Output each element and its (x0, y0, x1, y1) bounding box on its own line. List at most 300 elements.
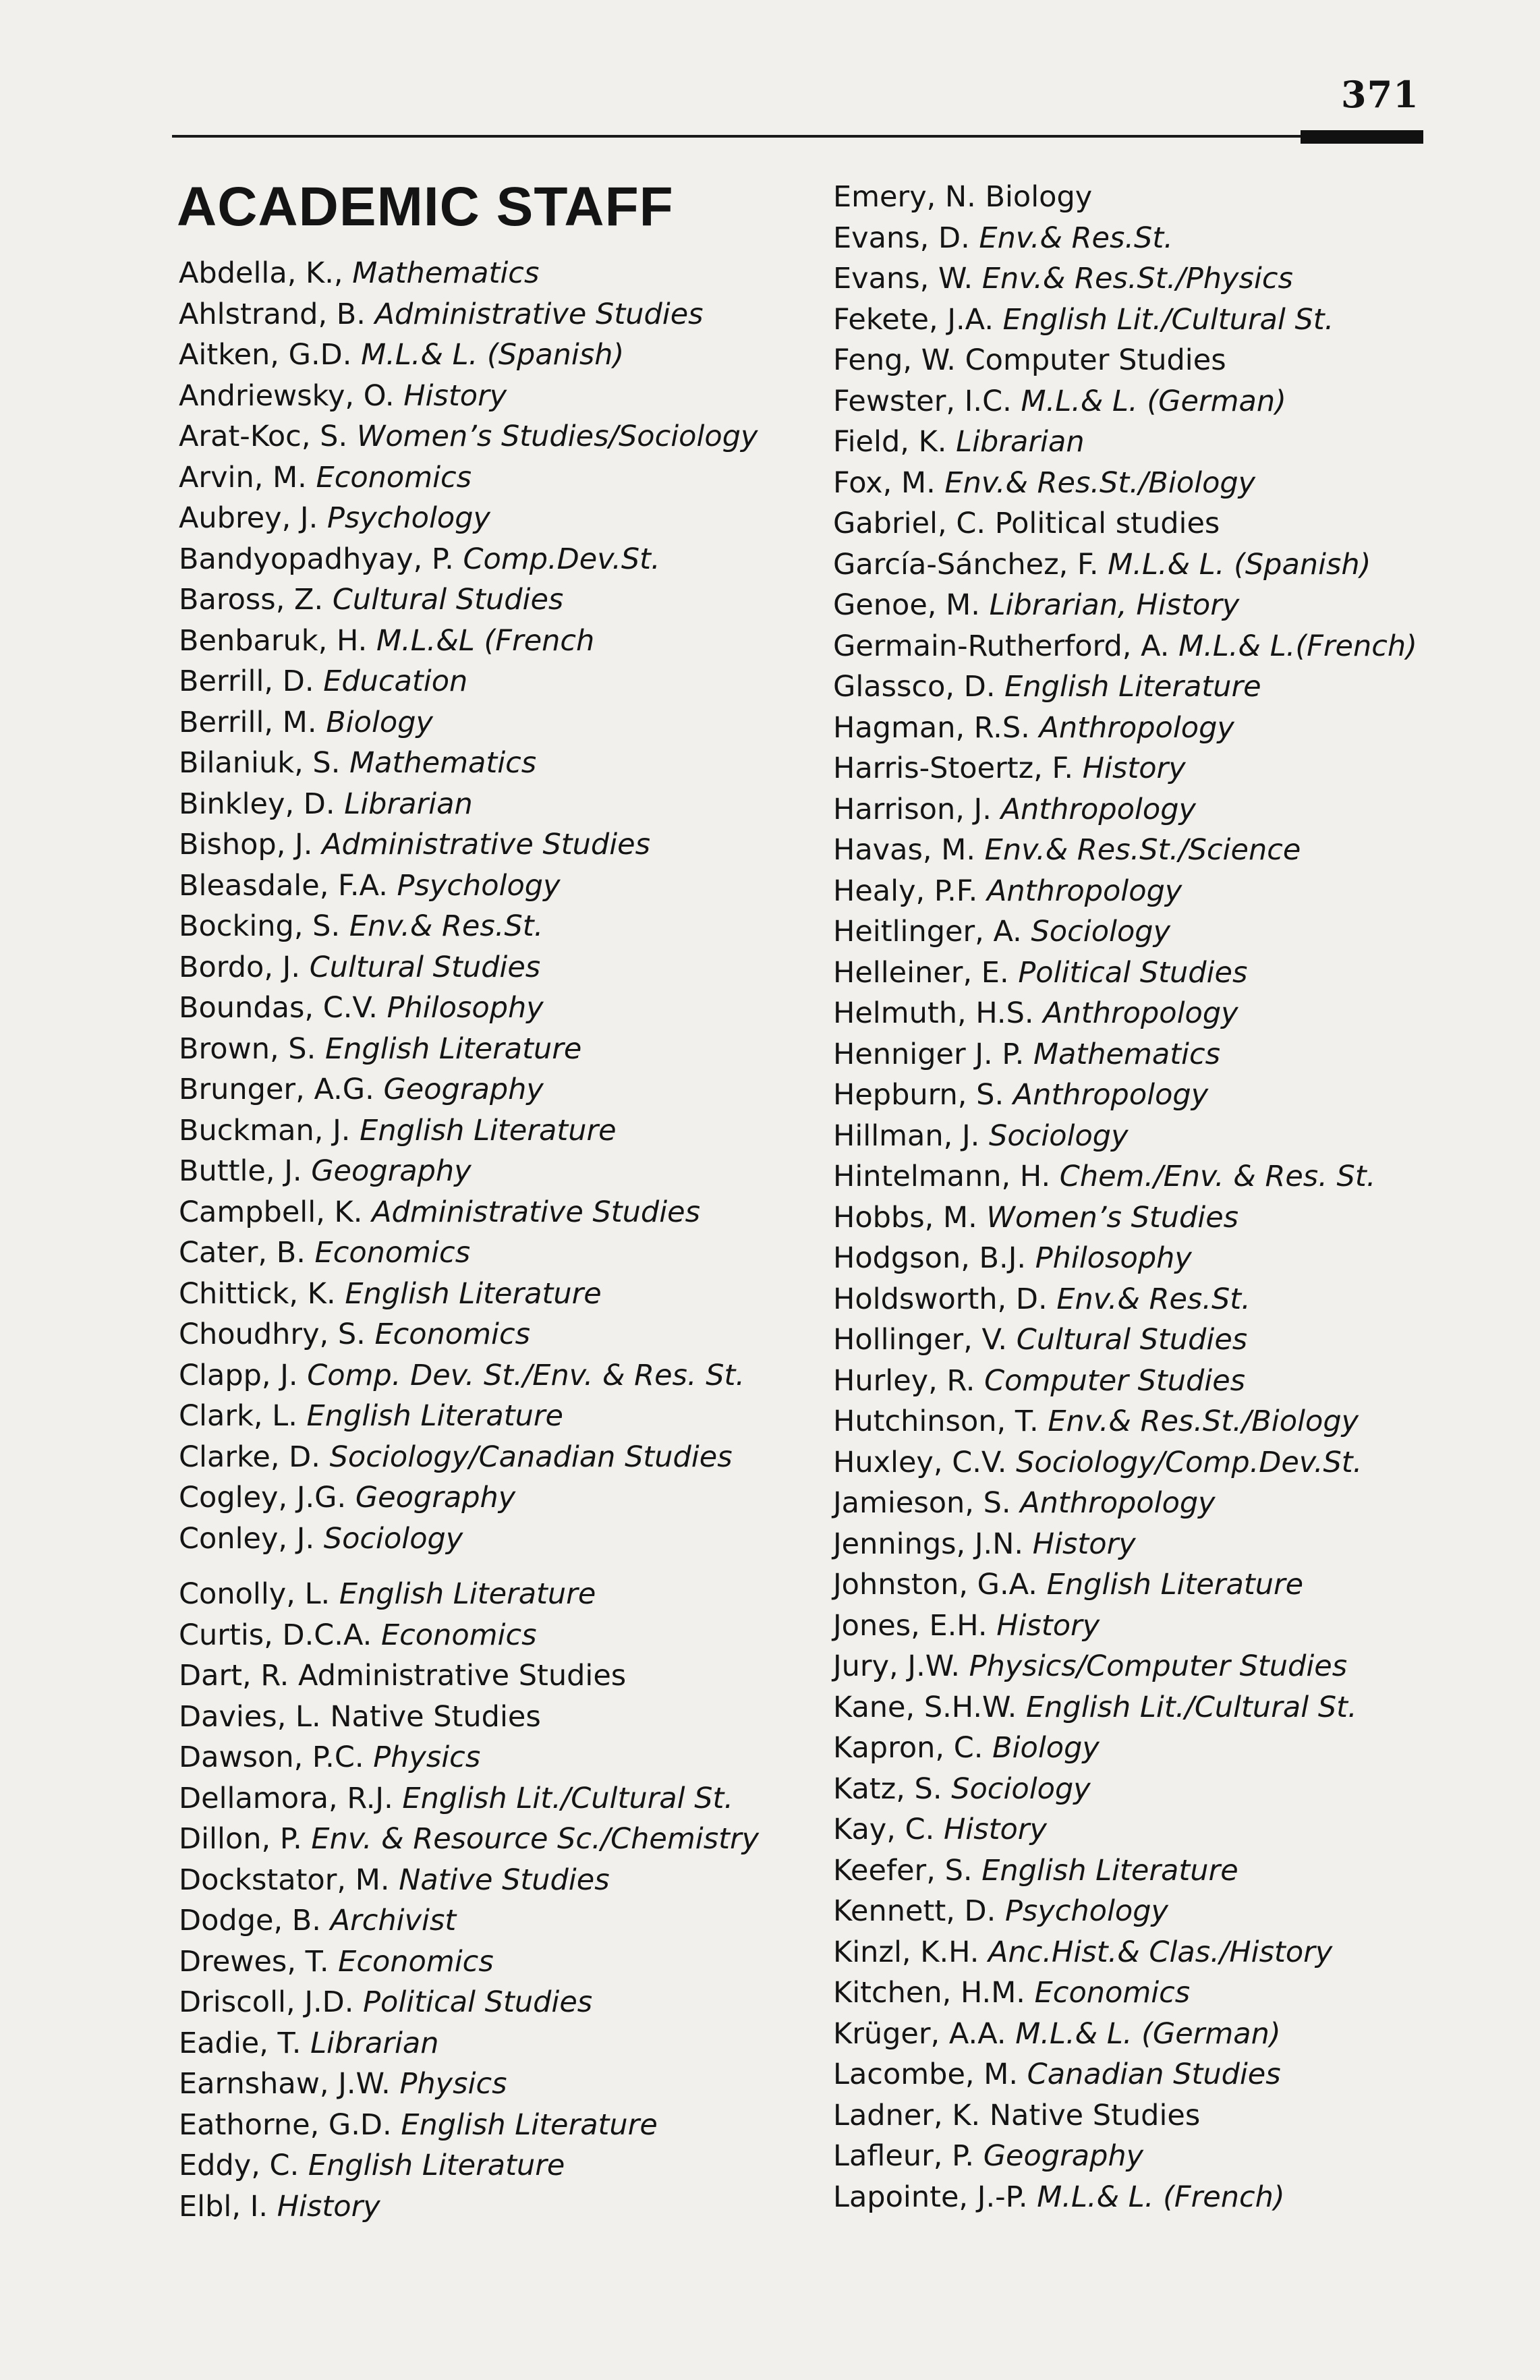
staff-department: Economics (314, 1236, 471, 1270)
staff-name: Kitchen, H.M. (833, 1976, 1025, 2010)
staff-entry (833, 1320, 1417, 1361)
staff-department: Political studies (994, 507, 1220, 540)
staff-name: Heitlinger, A. (833, 915, 1022, 948)
staff-name: Hepburn, S. (833, 1078, 1004, 1112)
staff-entry (179, 2064, 759, 2105)
staff-department: Computer Studies (965, 343, 1226, 377)
staff-entry (833, 953, 1417, 994)
staff-entry (833, 1809, 1417, 1850)
staff-name: Krüger, A.A. (833, 2016, 1006, 2051)
staff-department: Administrative Studies (372, 1195, 700, 1229)
staff-name: Katz, S. (833, 1772, 942, 1806)
staff-entry (833, 1442, 1417, 1483)
staff-department: History (1082, 752, 1186, 785)
staff-department: Env.& Res.St. (349, 909, 544, 943)
staff-name: Chittick, K. (179, 1276, 336, 1311)
staff-department: English Literature (401, 2107, 658, 2142)
staff-list-left-column (179, 253, 759, 2227)
staff-entry (179, 376, 759, 417)
staff-name: Boundas, C.V. (179, 991, 378, 1025)
staff-name: Harrison, J. (833, 792, 992, 826)
staff-department: Biology (992, 1731, 1100, 1765)
staff-entry (179, 1737, 759, 1778)
staff-name: Havas, M. (833, 833, 975, 867)
staff-department: Env.& Res.St./Biology (1048, 1405, 1359, 1438)
staff-entry (833, 544, 1417, 586)
staff-department: Physics (373, 1740, 481, 1774)
staff-entry (833, 1401, 1417, 1442)
staff-entry (833, 1564, 1417, 1606)
staff-department: Psychology (326, 501, 490, 535)
staff-name: Helleiner, E. (833, 955, 1009, 990)
staff-name: Aitken, G.D. (179, 338, 352, 372)
staff-department: Librarian (310, 2026, 439, 2060)
staff-entry (833, 1687, 1417, 1728)
staff-department: Geography (311, 1154, 472, 1188)
staff-name: Evans, D. (833, 221, 970, 255)
staff-name: Earnshaw, J.W. (179, 2067, 391, 2101)
staff-entry (179, 1519, 759, 1560)
staff-department: English Literature (345, 1276, 602, 1311)
staff-department: Cultural Studies (309, 950, 541, 984)
staff-entry (833, 1197, 1417, 1239)
staff-name: Kane, S.H.W. (833, 1690, 1017, 1724)
staff-name: Jones, E.H. (833, 1608, 988, 1643)
staff-department: Env.& Res.St. (1056, 1282, 1251, 1316)
staff-department: Biology (326, 705, 433, 739)
staff-entry (179, 621, 759, 662)
staff-name: Cogley, J.G. (179, 1481, 347, 1514)
staff-department: Economics (1034, 1976, 1191, 2010)
staff-entry (833, 381, 1417, 422)
staff-name: Conley, J. (179, 1521, 315, 1556)
staff-department: Geography (355, 1481, 516, 1514)
staff-name: Bilaniuk, S. (179, 746, 341, 780)
staff-entry (179, 2186, 759, 2228)
staff-department: Cultural Studies (1016, 1323, 1248, 1357)
staff-entry (833, 340, 1417, 381)
staff-entry (179, 1151, 759, 1192)
staff-name: Glassco, D. (833, 670, 996, 704)
staff-name: Hagman, R.S. (833, 710, 1030, 745)
staff-name: Clarke, D. (179, 1440, 320, 1474)
staff-name: Genoe, M. (833, 588, 980, 622)
staff-department: Anthropology (1043, 996, 1238, 1030)
staff-entry (179, 1655, 759, 1697)
staff-department: Biology (985, 180, 1093, 214)
staff-name: Baross, Z. (179, 583, 324, 617)
staff-department: Economics (374, 1318, 531, 1351)
staff-department: History (996, 1608, 1100, 1643)
staff-entry (833, 626, 1417, 667)
staff-entry (179, 1615, 759, 1656)
staff-entry (833, 708, 1417, 749)
staff-department: M.L.&L (French (376, 623, 595, 658)
staff-name: Arat-Koc, S. (179, 420, 348, 453)
staff-name: Healy, P.F. (833, 874, 978, 908)
staff-entry (833, 258, 1417, 300)
staff-entry (179, 743, 759, 784)
staff-department: Librarian (956, 425, 1085, 459)
staff-department: English Literature (1004, 670, 1261, 704)
staff-department: History (1032, 1527, 1136, 1561)
staff-department: Comp. Dev. St./Env. & Res. St. (307, 1358, 745, 1392)
staff-department: M.L.& L. (Spanish) (361, 338, 625, 372)
staff-entry (833, 1238, 1417, 1279)
staff-name: Bocking, S. (179, 909, 341, 943)
staff-entry (833, 1891, 1417, 1932)
staff-name: Conolly, L. (179, 1577, 331, 1611)
staff-entry (833, 748, 1417, 789)
staff-name: Hodgson, B.J. (833, 1241, 1027, 1275)
staff-department: Sociology (1031, 915, 1171, 948)
staff-entry (833, 2054, 1417, 2095)
staff-department: English Literature (324, 1031, 582, 1066)
staff-name: Buckman, J. (179, 1113, 351, 1148)
staff-department: Chem./Env. & Res. St. (1059, 1160, 1376, 1193)
staff-department: Env. & Resource Sc./Chemistry (311, 1822, 760, 1856)
staff-name: Eadie, T. (179, 2026, 302, 2060)
staff-name: Dart, R. (179, 1659, 289, 1693)
staff-name: Helmuth, H.S. (833, 996, 1034, 1030)
staff-name: Eddy, C. (179, 2149, 300, 2182)
staff-name: Arvin, M. (179, 460, 307, 494)
staff-name: Feng, W. (833, 343, 956, 377)
staff-name: Emery, N. (833, 180, 976, 214)
staff-name: Lafleur, P. (833, 2139, 975, 2173)
staff-department: Env.& Res.St./Physics (981, 262, 1293, 295)
header-rule (172, 135, 1423, 138)
staff-name: Campbell, K. (179, 1195, 363, 1229)
staff-entry (179, 1574, 759, 1615)
staff-name: Ladner, K. (833, 2098, 981, 2132)
staff-name: Elbl, I. (179, 2189, 268, 2223)
staff-name: Ahlstrand, B. (179, 297, 366, 331)
staff-department: Administrative Studies (298, 1659, 627, 1693)
staff-department: Anthropology (986, 874, 1182, 908)
staff-entry (833, 1524, 1417, 1565)
staff-department: Env.& Res.St./Science (984, 833, 1301, 867)
staff-entry (179, 1110, 759, 1152)
staff-department: Native Studies (330, 1699, 541, 1734)
staff-entry (833, 463, 1417, 504)
staff-name: Hillman, J. (833, 1118, 980, 1153)
staff-entry (179, 539, 759, 580)
staff-entry (833, 300, 1417, 341)
staff-name: Curtis, D.C.A. (179, 1618, 372, 1652)
staff-name: Choudhry, S. (179, 1318, 366, 1351)
staff-department: Env.& Res.St. (979, 221, 1173, 255)
staff-entry (833, 1116, 1417, 1157)
staff-department: Political Studies (363, 1985, 593, 2019)
staff-name: Driscoll, J.D. (179, 1985, 354, 2019)
staff-department: Economics (380, 1618, 537, 1652)
staff-entry (179, 1029, 759, 1070)
staff-department: Sociology (989, 1118, 1129, 1153)
staff-entry (179, 1437, 759, 1478)
staff-entry (833, 830, 1417, 871)
staff-entry (179, 579, 759, 621)
staff-entry (179, 1192, 759, 1233)
staff-department: Sociology (951, 1772, 1091, 1806)
staff-department: English Literature (1046, 1568, 1304, 1602)
staff-entry (833, 1156, 1417, 1197)
staff-name: Harris-Stoertz, F. (833, 752, 1074, 785)
staff-name: Evans, W. (833, 262, 973, 295)
staff-department: Librarian, History (989, 588, 1240, 622)
staff-name: Huxley, C.V. (833, 1445, 1007, 1479)
staff-entry (179, 1355, 759, 1396)
staff-entry (833, 503, 1417, 544)
staff-entry (179, 1697, 759, 1738)
staff-entry (179, 906, 759, 947)
staff-name: Buttle, J. (179, 1154, 302, 1188)
staff-entry (179, 1314, 759, 1355)
staff-entry (179, 866, 759, 907)
staff-entry (833, 1606, 1417, 1647)
staff-name: Berrill, M. (179, 705, 317, 739)
staff-department: Administrative Studies (322, 828, 650, 861)
staff-name: Hobbs, M. (833, 1200, 977, 1235)
staff-entry (833, 1361, 1417, 1402)
staff-name: Henniger J. P. (833, 1037, 1025, 1071)
staff-entry (179, 1900, 759, 1942)
staff-department: Geography (383, 1073, 544, 1106)
staff-name: Field, K. (833, 425, 947, 459)
staff-department: M.L.& L. (French) (1037, 2180, 1285, 2214)
staff-department: M.L.& L. (Spanish) (1108, 547, 1371, 582)
staff-name: Hollinger, V. (833, 1323, 1008, 1357)
staff-department: Women’s Studies (986, 1200, 1239, 1235)
staff-name: Clapp, J. (179, 1358, 298, 1392)
staff-entry (179, 1819, 759, 1860)
staff-name: Jennings, J.N. (833, 1527, 1024, 1561)
staff-name: Lacombe, M. (833, 2058, 1018, 2091)
staff-department: Psychology (397, 868, 561, 903)
staff-entry (179, 294, 759, 335)
staff-department: English Lit./Cultural St. (402, 1781, 734, 1815)
staff-entry (179, 702, 759, 743)
staff-department: Sociology/Comp.Dev.St. (1016, 1445, 1363, 1479)
staff-department: History (403, 378, 507, 413)
staff-entry (179, 457, 759, 499)
staff-department: Political Studies (1018, 955, 1248, 990)
staff-name: Fekete, J.A. (833, 302, 994, 337)
staff-entry (179, 253, 759, 294)
staff-department: English Lit./Cultural St. (1025, 1690, 1357, 1724)
staff-department: Native Studies (399, 1863, 610, 1897)
section-title: ACADEMIC STAFF (177, 176, 674, 237)
staff-entry (179, 1477, 759, 1519)
staff-entry (179, 1396, 759, 1437)
staff-entry (179, 1942, 759, 1983)
staff-name: Kapron, C. (833, 1731, 983, 1765)
staff-name: Bleasdale, F.A. (179, 868, 388, 903)
staff-entry (179, 2145, 759, 2186)
staff-name: Kay, C. (833, 1813, 935, 1846)
staff-entry (833, 1932, 1417, 1973)
staff-entry (833, 422, 1417, 463)
staff-name: Gabriel, C. (833, 507, 986, 540)
staff-entry (179, 1860, 759, 1901)
staff-department: Psychology (1004, 1894, 1168, 1928)
staff-name: Jury, J.W. (833, 1649, 960, 1683)
staff-department: Anthropology (1013, 1078, 1209, 1112)
staff-department: Librarian (344, 787, 473, 821)
staff-name: Lapointe, J.-P. (833, 2180, 1028, 2214)
header-rule-tab (1301, 130, 1423, 144)
staff-department: Women’s Studies/Sociology (356, 420, 758, 453)
staff-name: García-Sánchez, F. (833, 547, 1099, 582)
staff-department: English Lit./Cultural St. (1002, 302, 1334, 337)
staff-department: English Literature (360, 1113, 617, 1148)
staff-department: Computer Studies (984, 1363, 1246, 1398)
staff-name: Hintelmann, H. (833, 1160, 1051, 1193)
staff-name: Johnston, G.A. (833, 1568, 1037, 1602)
staff-entry (179, 1778, 759, 1819)
staff-entry (179, 1069, 759, 1110)
staff-entry (833, 1850, 1417, 1892)
staff-name: Eathorne, G.D. (179, 2107, 392, 2142)
staff-entry (179, 2023, 759, 2064)
staff-department: M.L.& L. (German) (1021, 384, 1286, 418)
staff-name: Benbaruk, H. (179, 623, 368, 658)
staff-department: Mathematics (1033, 1037, 1221, 1071)
staff-name: Germain-Rutherford, A. (833, 629, 1170, 663)
staff-department: Physics (399, 2067, 507, 2101)
staff-entry (833, 1075, 1417, 1116)
staff-entry (833, 1483, 1417, 1524)
staff-name: Andriewsky, O. (179, 378, 395, 413)
staff-name: Hurley, R. (833, 1363, 975, 1398)
staff-name: Jamieson, S. (833, 1486, 1011, 1520)
staff-name: Kinzl, K.H. (833, 1935, 979, 1969)
staff-name: Fox, M. (833, 465, 936, 500)
staff-name: Drewes, T. (179, 1944, 329, 1979)
staff-department: Canadian Studies (1027, 2058, 1281, 2091)
staff-entry (833, 1279, 1417, 1320)
staff-entry (833, 2014, 1417, 2055)
staff-entry (833, 1769, 1417, 1810)
staff-entry (833, 1728, 1417, 1769)
staff-department: Anthropology (1039, 710, 1234, 745)
staff-name: Abdella, K., (179, 256, 343, 290)
staff-name: Dodge, B. (179, 1904, 321, 1937)
staff-department: Philosophy (387, 991, 544, 1025)
staff-entry (179, 335, 759, 376)
staff-department: English Literature (306, 1399, 563, 1433)
staff-entry (833, 911, 1417, 953)
staff-entry (179, 784, 759, 825)
staff-entry (179, 947, 759, 988)
staff-entry (833, 789, 1417, 830)
staff-department: Economics (338, 1944, 494, 1979)
staff-department: Anthropology (1000, 792, 1196, 826)
staff-name: Berrill, D. (179, 664, 314, 698)
staff-name: Holdsworth, D. (833, 1282, 1048, 1316)
staff-entry (833, 667, 1417, 708)
staff-department: M.L.& L. (German) (1015, 2016, 1281, 2051)
staff-name: Bordo, J. (179, 950, 301, 984)
staff-name: Bishop, J. (179, 828, 313, 861)
staff-entry (179, 2105, 759, 2146)
staff-department: Native Studies (989, 2098, 1201, 2132)
staff-name: Dawson, P.C. (179, 1740, 364, 1774)
staff-department: Anthropology (1020, 1486, 1216, 1520)
staff-entry (833, 218, 1417, 259)
staff-entry (833, 1973, 1417, 2014)
staff-name: Aubrey, J. (179, 501, 318, 535)
staff-name: Bandyopadhyay, P. (179, 542, 454, 576)
staff-name: Dockstator, M. (179, 1863, 390, 1897)
staff-department: Mathematics (349, 746, 537, 780)
staff-entry (833, 871, 1417, 912)
page-number: 371 (1341, 73, 1419, 116)
staff-entry (179, 661, 759, 702)
staff-department: Geography (983, 2139, 1144, 2173)
staff-name: Cater, B. (179, 1236, 306, 1270)
staff-department: Anc.Hist.& Clas./History (988, 1935, 1333, 1969)
staff-name: Kennett, D. (833, 1894, 996, 1928)
staff-department: Archivist (330, 1904, 457, 1937)
staff-department: History (943, 1813, 1047, 1846)
staff-department: Mathematics (352, 256, 540, 290)
staff-name: Dellamora, R.J. (179, 1781, 393, 1815)
staff-department: Philosophy (1035, 1241, 1192, 1275)
staff-department: Sociology/Canadian Studies (329, 1440, 733, 1474)
staff-department: Comp.Dev.St. (463, 542, 660, 576)
staff-entry (833, 2136, 1417, 2177)
staff-entry (179, 416, 759, 457)
staff-department: Sociology (323, 1521, 463, 1556)
staff-entry (179, 498, 759, 539)
staff-entry (179, 1232, 759, 1274)
staff-department: English Literature (981, 1853, 1238, 1888)
staff-entry (179, 1982, 759, 2023)
staff-department: Physics/Computer Studies (969, 1649, 1348, 1683)
staff-department: Cultural Studies (332, 583, 564, 617)
staff-entry (833, 585, 1417, 626)
staff-name: Clark, L. (179, 1399, 297, 1433)
staff-department: Economics (316, 460, 472, 494)
staff-department: English Literature (339, 1577, 596, 1611)
staff-entry (833, 177, 1417, 218)
staff-name: Hutchinson, T. (833, 1405, 1039, 1438)
staff-name: Brown, S. (179, 1031, 316, 1066)
staff-department: Env.& Res.St./Biology (944, 465, 1256, 500)
staff-entry (833, 2177, 1417, 2218)
staff-name: Brunger, A.G. (179, 1073, 374, 1106)
staff-entry (179, 824, 759, 866)
staff-entry (833, 1034, 1417, 1075)
staff-name: Davies, L. (179, 1699, 321, 1734)
staff-department: Education (323, 664, 468, 698)
staff-entry (833, 2095, 1417, 2136)
staff-name: Binkley, D. (179, 787, 335, 821)
staff-department: Administrative Studies (374, 297, 704, 331)
staff-entry (179, 988, 759, 1029)
staff-department: History (277, 2189, 380, 2223)
staff-name: Keefer, S. (833, 1853, 973, 1888)
staff-department: English Literature (308, 2149, 565, 2182)
staff-entry (833, 993, 1417, 1034)
staff-entry (833, 1646, 1417, 1687)
staff-name: Dillon, P. (179, 1822, 302, 1856)
staff-name: Fewster, I.C. (833, 384, 1012, 418)
staff-entry (179, 1274, 759, 1315)
staff-list-right-column (833, 177, 1417, 2217)
staff-department: M.L.& L.(French) (1178, 629, 1417, 663)
